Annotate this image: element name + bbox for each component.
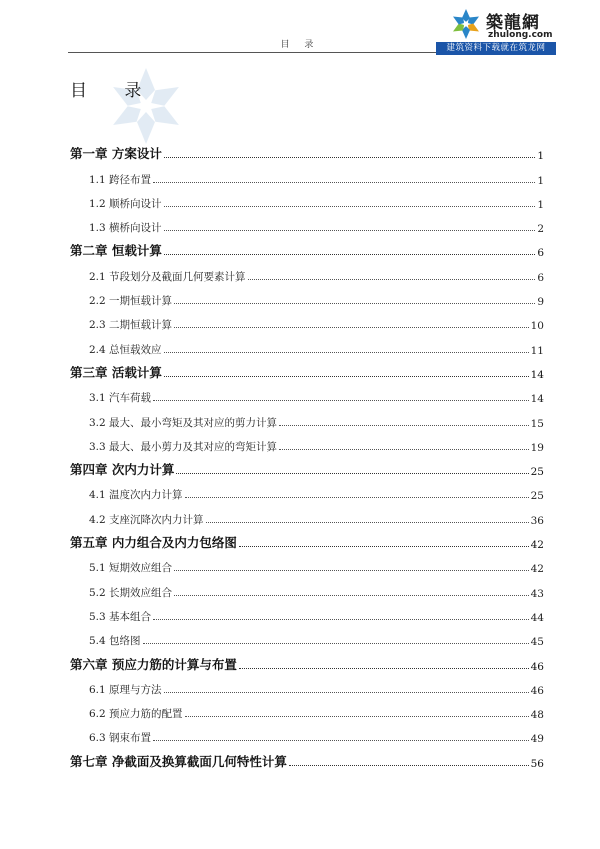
toc-section-entry[interactable] (70, 308, 544, 332)
toc-section-entry[interactable] (70, 551, 544, 575)
toc-dot-leader (289, 765, 529, 766)
toc-page-number: 45 (530, 636, 544, 649)
toc-page-number: 46 (530, 684, 544, 697)
snowflake-logo-icon (450, 8, 482, 40)
toc-section-entry[interactable] (70, 284, 544, 308)
toc-page-number: 25 (530, 466, 544, 479)
toc-page-number: 9 (537, 296, 544, 309)
toc-dot-leader (143, 643, 529, 644)
toc-section-entry[interactable] (70, 624, 544, 648)
toc-section-entry[interactable] (70, 697, 544, 721)
toc-entry-label: 第七章 净截面及换算截面几何特性计算 (70, 753, 287, 769)
toc-chapter-entry[interactable] (70, 648, 544, 672)
toc-entry-label: 1.3 横桥向设计 (89, 222, 162, 235)
toc-page-number: 1 (537, 174, 544, 187)
running-header: 目 录 (280, 40, 320, 50)
toc-dot-leader (164, 254, 535, 255)
toc-page-number: 48 (530, 709, 544, 722)
toc-dot-leader (176, 473, 528, 474)
toc-entry-label: 5.4 包络图 (89, 635, 141, 648)
toc-chapter-entry[interactable] (70, 138, 544, 162)
toc-page-number: 14 (530, 393, 544, 406)
zhulong-logo (436, 6, 556, 56)
toc-page-number: 43 (530, 587, 544, 600)
toc-chapter-entry[interactable] (70, 454, 544, 478)
toc-page-number: 10 (530, 320, 544, 333)
table-of-contents (70, 138, 544, 770)
toc-entry-label: 第一章 方案设计 (70, 146, 162, 162)
toc-page-number: 1 (537, 198, 544, 211)
toc-entry-label: 第二章 恒载计算 (70, 243, 162, 259)
toc-page-number: 46 (530, 660, 544, 673)
toc-dot-leader (279, 425, 529, 426)
toc-page-number: 19 (530, 441, 544, 454)
toc-dot-leader (153, 740, 529, 741)
toc-section-entry[interactable] (70, 600, 544, 624)
toc-dot-leader (164, 206, 536, 207)
toc-entry-label: 3.3 最大、最小剪力及其对应的弯矩计算 (89, 440, 278, 453)
toc-dot-leader (153, 619, 529, 620)
toc-section-entry[interactable] (70, 575, 544, 599)
toc-section-entry[interactable] (70, 478, 544, 502)
toc-section-entry[interactable] (70, 162, 544, 186)
toc-page-number: 2 (537, 223, 544, 236)
toc-entry-label: 6.2 预应力筋的配置 (89, 708, 183, 721)
toc-page-number: 15 (530, 417, 544, 430)
toc-chapter-entry[interactable] (70, 527, 544, 551)
toc-section-entry[interactable] (70, 430, 544, 454)
toc-entry-label: 6.3 钢束布置 (89, 732, 152, 745)
toc-entry-label: 2.1 节段划分及截面几何要素计算 (89, 270, 246, 283)
toc-page-number: 44 (530, 611, 544, 624)
toc-entry-label: 第四章 次内力计算 (70, 462, 175, 478)
toc-dot-leader (174, 327, 529, 328)
toc-page-number: 36 (530, 514, 544, 527)
toc-page-number: 11 (530, 344, 544, 357)
logo-domain: zhulong.com (488, 30, 553, 40)
toc-page-number: 6 (537, 271, 544, 284)
toc-dot-leader (164, 352, 529, 353)
toc-page-number: 56 (530, 757, 544, 770)
toc-section-entry[interactable] (70, 211, 544, 235)
toc-entry-label: 2.3 二期恒载计算 (89, 319, 173, 332)
toc-dot-leader (153, 400, 529, 401)
toc-chapter-entry[interactable] (70, 357, 544, 381)
toc-entry-label: 第三章 活载计算 (70, 364, 162, 380)
toc-section-entry[interactable] (70, 332, 544, 356)
toc-chapter-entry[interactable] (70, 745, 544, 769)
toc-entry-label: 4.1 温度次内力计算 (89, 489, 183, 502)
toc-dot-leader (164, 376, 529, 377)
toc-entry-label: 5.1 短期效应组合 (89, 562, 173, 575)
logo-tagline: 建筑资料下载就在筑龙网 (436, 42, 556, 55)
toc-entry-label: 4.2 支座沉降次内力计算 (89, 513, 204, 526)
toc-dot-leader (174, 570, 529, 571)
toc-dot-leader (248, 279, 536, 280)
toc-entry-label: 第六章 预应力筋的计算与布置 (70, 656, 237, 672)
toc-chapter-entry[interactable] (70, 235, 544, 259)
toc-entry-label: 3.1 汽车荷载 (89, 392, 152, 405)
toc-dot-leader (164, 157, 535, 158)
toc-page-number: 14 (530, 368, 544, 381)
toc-dot-leader (185, 497, 529, 498)
toc-section-entry[interactable] (70, 673, 544, 697)
toc-section-entry[interactable] (70, 381, 544, 405)
toc-page-number: 6 (537, 247, 544, 260)
toc-entry-label: 3.2 最大、最小弯矩及其对应的剪力计算 (89, 416, 278, 429)
toc-entry-label: 第五章 内力组合及内力包络图 (70, 535, 237, 551)
toc-dot-leader (239, 668, 529, 669)
toc-entry-label: 1.1 跨径布置 (89, 173, 152, 186)
toc-page-number: 25 (530, 490, 544, 503)
logo-name: 築龍網 (486, 13, 540, 33)
toc-entry-label: 6.1 原理与方法 (89, 683, 162, 696)
toc-dot-leader (279, 449, 529, 450)
toc-dot-leader (174, 303, 535, 304)
toc-dot-leader (164, 230, 536, 231)
toc-section-entry[interactable] (70, 405, 544, 429)
toc-section-entry[interactable] (70, 502, 544, 526)
toc-entry-label: 5.3 基本组合 (89, 610, 152, 623)
toc-page-number: 49 (530, 733, 544, 746)
toc-entry-label: 1.2 顺桥向设计 (89, 197, 162, 210)
toc-page-number: 42 (530, 539, 544, 552)
toc-dot-leader (206, 522, 529, 523)
toc-dot-leader (174, 595, 529, 596)
toc-entry-label: 2.4 总恒载效应 (89, 343, 162, 356)
toc-section-entry[interactable] (70, 187, 544, 211)
toc-dot-leader (153, 182, 535, 183)
toc-entry-label: 5.2 长期效应组合 (89, 586, 173, 599)
toc-page-number: 1 (537, 150, 544, 163)
toc-page-number: 42 (530, 563, 544, 576)
toc-entry-label: 2.2 一期恒载计算 (89, 295, 173, 308)
toc-dot-leader (185, 716, 529, 717)
toc-dot-leader (164, 692, 529, 693)
toc-dot-leader (239, 546, 529, 547)
toc-section-entry[interactable] (70, 259, 544, 283)
toc-section-entry[interactable] (70, 721, 544, 745)
toc-title: 目 录 (70, 81, 158, 101)
